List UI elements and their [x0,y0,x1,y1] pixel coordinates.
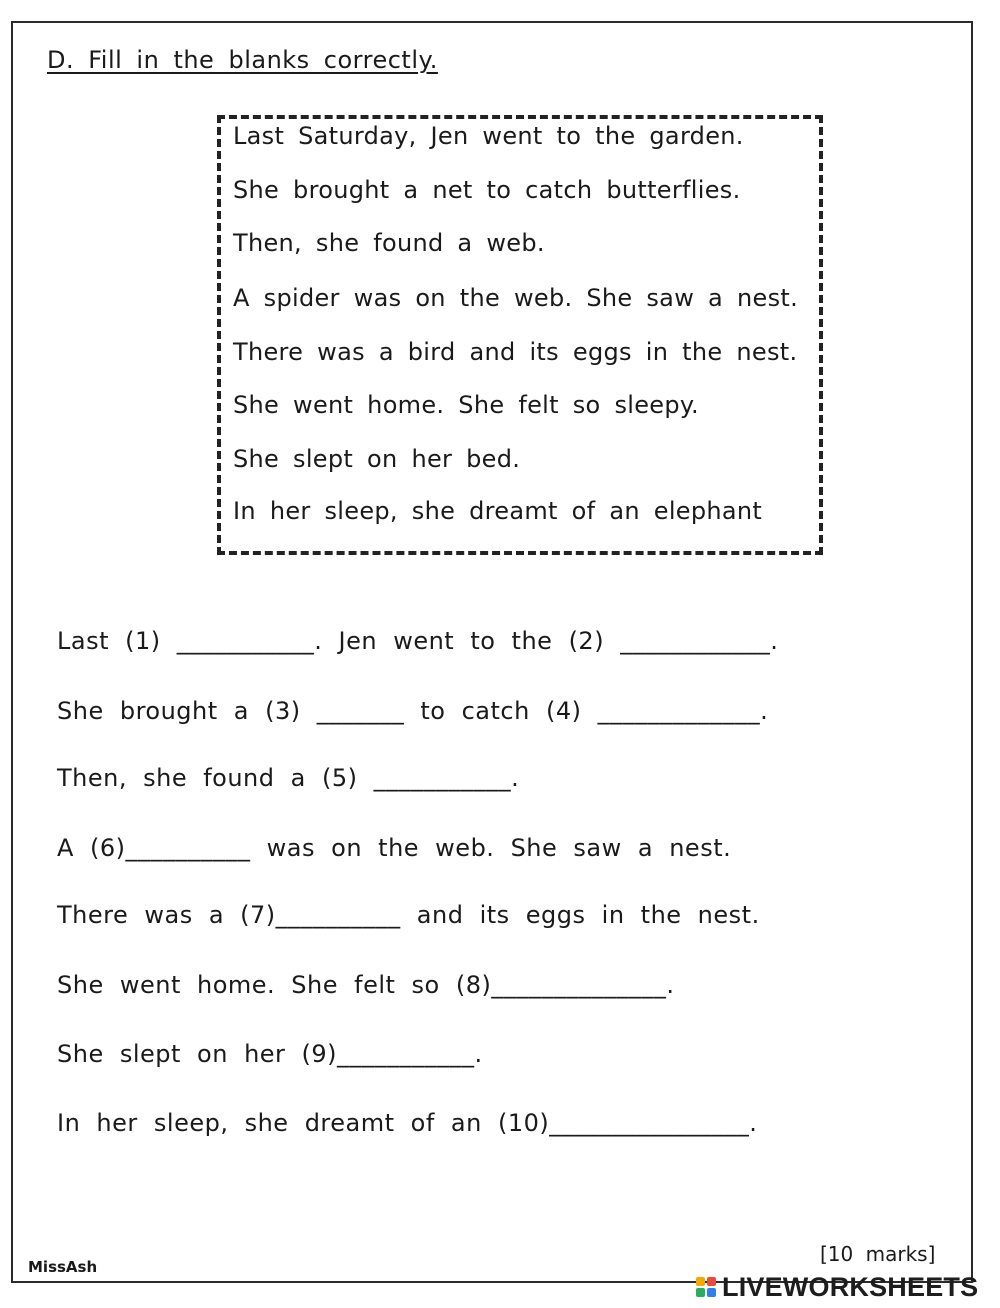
question-line-7: She slept on her (9)___________. [57,1040,483,1068]
question-line-5: There was a (7)__________ and its eggs in the nest. [57,901,760,929]
passage-line: Then, she found a web. [233,229,545,257]
logo-square-icon [696,1277,705,1286]
author-credit: MissAsh [28,1258,98,1276]
logo-square-icon [707,1277,716,1286]
liveworksheets-brand[interactable] [696,1270,978,1304]
passage-line: A spider was on the web. She saw a nest. [233,284,799,312]
logo-square-icon [696,1288,705,1297]
passage-line: In her sleep, she dreamt of an elephant [233,497,763,525]
passage-line: Last Saturday, Jen went to the garden. [233,122,744,150]
brand-name: LIVEWORKSHEETS [722,1271,979,1302]
liveworksheets-logo-icon [696,1277,716,1297]
passage-line: There was a bird and its eggs in the nest. [233,338,798,366]
question-line-4: A (6)__________ was on the web. She saw a nest. [57,834,732,862]
section-heading: D. Fill in the blanks correctly. [47,46,438,74]
passage-line: She went home. She felt so sleepy. [233,391,699,419]
marks-total: [10 marks] [820,1242,936,1266]
passage-line: She slept on her bed. [233,445,521,473]
logo-square-icon [707,1288,716,1297]
passage-line: She brought a net to catch butterflies. [233,176,741,204]
question-line-1: Last (1) ___________. Jen went to the (2) ____________. [57,627,779,655]
question-line-3: Then, she found a (5) ___________. [57,764,520,792]
question-line-6: She went home. She felt so (8)______________. [57,971,675,999]
question-line-2: She brought a (3) _______ to catch (4) _____________. [57,697,769,725]
question-line-8: In her sleep, she dreamt of an (10)________________. [57,1109,758,1137]
